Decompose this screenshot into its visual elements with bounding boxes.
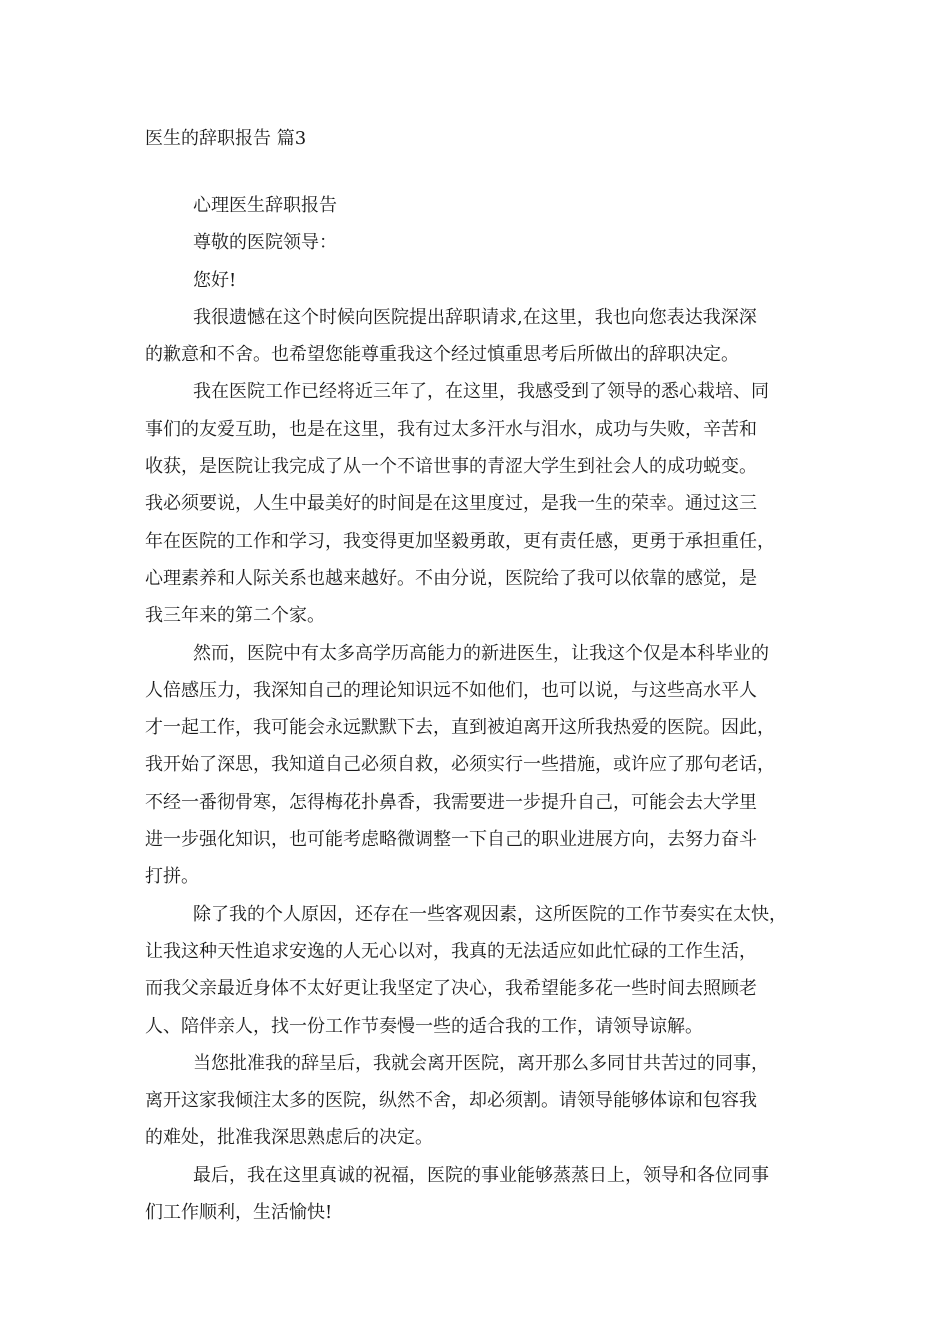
text-line: 尊敬的医院领导： — [193, 232, 337, 254]
text-line: 我在医院工作已经将近三年了，在这里，我感受到了领导的悉心栽培、同 — [193, 381, 769, 403]
text-line: 事们的友爱互助，也是在这里，我有过太多汗水与泪水，成功与失败，辛苦和 — [145, 418, 757, 440]
text-line: 心理医生辞职报告 — [193, 195, 337, 216]
text-line: 的歉意和不舍。也希望您能尊重我这个经过慎重思考后所做出的辞职决定。 — [145, 344, 739, 366]
section-title: 医生的辞职报告 篇3 — [145, 128, 307, 149]
text-line: 才一起工作，我可能会永远默默下去，直到被迫离开这所我热爱的医院。因此， — [145, 717, 775, 739]
text-line: 离开这家我倾注太多的医院，纵然不舍，却必须割。请领导能够体谅和包容我 — [145, 1090, 757, 1112]
text-line: 我三年来的第二个家。 — [145, 605, 325, 627]
text-line: 而我父亲最近身体不太好更让我坚定了决心，我希望能多花一些时间去照顾老 — [145, 978, 757, 1000]
text-line: 不经一番彻骨寒，怎得梅花扑鼻香，我需要进一步提升自己，可能会去大学里 — [145, 791, 757, 813]
text-line: 心理素养和人际关系也越来越好。不由分说，医院给了我可以依靠的感觉，是 — [145, 567, 757, 589]
text-line: 收获，是医院让我完成了从一个不谙世事的青涩大学生到社会人的成功蜕变。 — [145, 456, 757, 478]
text-line: 年在医院的工作和学习，我变得更加坚毅勇敢，更有责任感，更勇于承担重任， — [145, 530, 775, 552]
text-line: 打拼。 — [145, 866, 199, 888]
text-line: 的难处，批准我深思熟虑后的决定。 — [145, 1127, 433, 1149]
text-line: 我很遗憾在这个时候向医院提出辞职请求,在这里，我也向您表达我深深 — [193, 306, 757, 328]
text-line: 我开始了深思，我知道自己必须自救，必须实行一些措施，或许应了那句老话， — [145, 754, 775, 776]
text-line: 人倍感压力，我深知自己的理论知识远不如他们，也可以说，与这些高水平人 — [145, 679, 757, 701]
text-line: 最后，我在这里真诚的祝福，医院的事业能够蒸蒸日上，领导和各位同事 — [193, 1164, 769, 1186]
text-line: 然而，医院中有太多高学历高能力的新进医生，让我这个仅是本科毕业的 — [193, 642, 769, 664]
text-line: 们工作顺利，生活愉快! — [145, 1202, 333, 1224]
text-line: 人、陪伴亲人，找一份工作节奏慢一些的适合我的工作，请领导谅解。 — [145, 1015, 703, 1037]
text-line: 当您批准我的辞呈后，我就会离开医院，离开那么多同甘共苦过的同事， — [193, 1052, 769, 1074]
text-line: 除了我的个人原因，还存在一些客观因素，这所医院的工作节奏实在太快， — [193, 903, 787, 925]
text-line: 让我这种天性追求安逸的人无心以对，我真的无法适应如此忙碌的工作生活， — [145, 940, 757, 962]
text-line: 您好! — [193, 269, 237, 291]
text-line: 我必须要说，人生中最美好的时间是在这里度过，是我一生的荣幸。通过这三 — [145, 493, 757, 515]
text-line: 进一步强化知识，也可能考虑略微调整一下自己的职业进展方向，去努力奋斗 — [145, 829, 757, 851]
letter-body — [145, 192, 813, 1236]
